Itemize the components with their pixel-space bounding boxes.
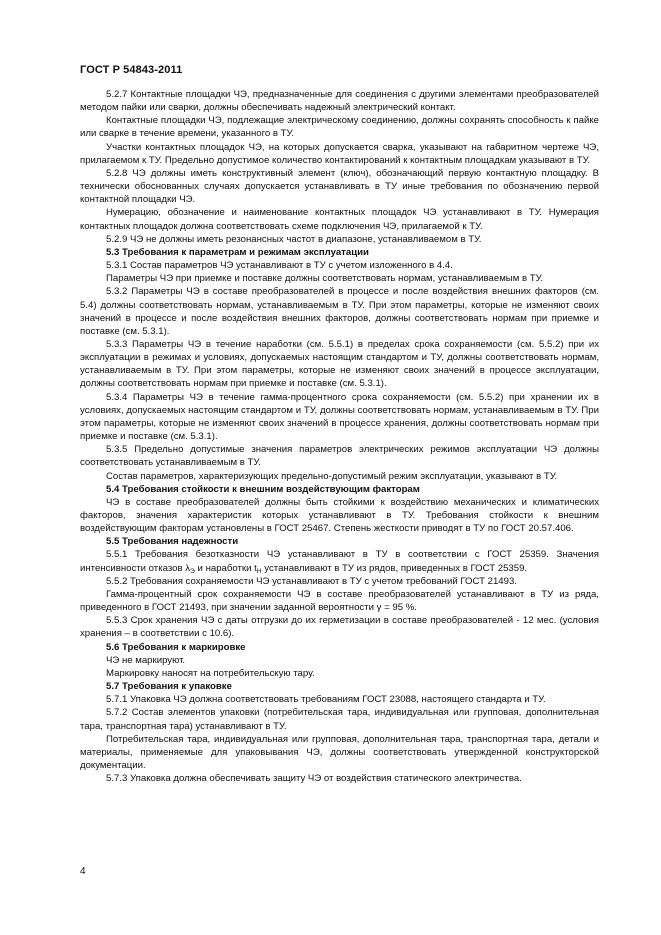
- paragraph: ЧЭ в составе преобразователей должны быть стойкими к воздействию механических и климатических факторов, значения характеристик которых устанавливают в ТУ. Требования стойкости к внешним воздействующим факторам установлены в ГОСТ 25467. Степень жесткости приводят в ТУ по ГОСТ 20.57.406.: [80, 496, 599, 535]
- paragraph: Параметры ЧЭ при приемке и поставке должны соответствовать нормам, устанавливаемым в ТУ.: [106, 273, 544, 285]
- paragraph: 5.3.3 Параметры ЧЭ в течение наработки (см. 5.5.1) в пределах срока сохраняемости (см. 5.5.2) при их эксплуатации в режимах и условиях, допускаемых настоящим стандартом и ТУ, должны соответствовать нормам, устанавливаемым в ТУ. При этом параметры, которые не изменяют своих значений в процессе эксплуатации, должны соответствовать нормам при приемке и поставке (см. 5.3.1).: [80, 338, 599, 390]
- paragraph: 5.7.2 Состав элементов упаковки (потребительская тара, индивидуальная или групповая, дополнительная тара, транспортная тара) устанавливают в ТУ.: [80, 707, 599, 732]
- paragraph: Гамма-процентный срок сохраняемости ЧЭ в составе преобразователей устанавливают в ТУ из ряда, приведенного в ГОСТ 21493, при значении заданной вероятности γ = 95 %.: [80, 588, 599, 614]
- paragraph: 5.3.2 Параметры ЧЭ в составе преобразователей в процессе и после воздействия внешних факторов (см. 5.4) должны соответствовать нормам, устанавливаемым в ТУ. При этом параметры, которые не изменяют своих значений в процессе и после воздействия внешних факторов, должны соответствовать нормам при приемке и поставке (см. 5.3.1).: [80, 286, 599, 337]
- subscript: Э: [190, 567, 195, 575]
- paragraph: Потребительская тара, индивидуальная или групповая, дополнительная тара, транспортная тара, детали и материалы, применяемые для упаковывания ЧЭ, должны соответствовать утвержденной конструкторской документации.: [80, 733, 599, 771]
- paragraph: ЧЭ не маркируют.: [106, 654, 186, 666]
- document-body: [80, 88, 599, 785]
- text-run: устанавливают в ТУ из рядов, приведенных в ГОСТ 25359.: [261, 562, 528, 574]
- section-heading: 5.7 Требования к упаковке: [106, 681, 232, 693]
- paragraph: Нумерацию, обозначение и наименование контактных площадок ЧЭ устанавливают в ТУ. Нумерация контактных площадок должна соответствовать схеме подключения ЧЭ, прилагаемой к ТУ.: [80, 207, 599, 232]
- section-heading: 5.5 Требования надежности: [106, 536, 239, 548]
- paragraph: 5.7.1 Упаковка ЧЭ должна соответствовать требованиям ГОСТ 23088, настоящего стандарта и ТУ.: [106, 694, 546, 706]
- text-run: 5.5.1 Требования безотказности ЧЭ устанавливают в ТУ в соответствии с ГОСТ 25359. Значения интенсивности отказов λ: [80, 549, 599, 574]
- text-run: и наработки t: [194, 562, 257, 574]
- paragraph: 5.3.4 Параметры ЧЭ в течение гамма-процентного срока сохраняемости (см. 5.5.2) при хранении их в условиях, допускаемых настоящим стандартом и ТУ, должны соответствовать нормам, устанавливаемым в ТУ. При этом параметры, которые не изменяют своих значений в процессе хранения, должны соответствовать нормам при приемке и поставке (см. 5.3.1).: [80, 391, 599, 443]
- paragraph: Контактные площадки ЧЭ, подлежащие электрическому соединению, должны сохранять способность к пайке или сварке в течение времени, указанного в ТУ.: [80, 115, 599, 140]
- paragraph: Участки контактных площадок ЧЭ, на которых допускается сварка, указывают на габаритном чертеже ЧЭ, прилагаемом к ТУ. Предельно допустимое количество контактирований к контактным площадкам указывают в ТУ.: [80, 141, 599, 166]
- paragraph: 5.2.9 ЧЭ не должны иметь резонансных частот в диапазоне, устанавливаемом в ТУ.: [106, 233, 482, 245]
- section-heading: 5.3 Требования к параметрам и режимам эксплуатации: [106, 246, 369, 258]
- paragraph: Маркировку наносят на потребительскую тару.: [106, 667, 315, 679]
- document-header: ГОСТ Р 54843-2011: [80, 64, 183, 76]
- paragraph: 5.2.7 Контактные площадки ЧЭ, предназначенные для соединения с другими элементами преобразователей методом пайки или сварки, должны обеспечивать надежный электрический контакт.: [80, 89, 599, 114]
- paragraph: Состав параметров, характеризующих предельно-допустимый режим эксплуатации, указывают в ТУ.: [106, 470, 558, 482]
- section-heading: 5.6 Требования к маркировке: [106, 641, 246, 653]
- paragraph: 5.2.8 ЧЭ должны иметь конструктивный элемент (ключ), обозначающий первую контактную площадку. В технически обоснованных случаях допускается устанавливать в ТУ иные требования по обозначению первой контактной площадки ЧЭ.: [80, 167, 599, 206]
- page-number: 4: [80, 866, 86, 877]
- paragraph: 5.5.3 Срок хранения ЧЭ с даты отгрузки до их герметизации в составе преобразователей - 12 мес. (условия хранения – в соответствии с 10.6).: [80, 615, 599, 640]
- section-heading: 5.4 Требования стойкости к внешним воздействующим факторам: [106, 483, 420, 495]
- paragraph: 5.3.5 Предельно допустимые значения параметров электрических режимов эксплуатации ЧЭ должны соответствовать устанавливаемым в ТУ.: [80, 444, 599, 469]
- paragraph: 5.3.1 Состав параметров ЧЭ устанавливают в ТУ с учетом изложенного в 4.4.: [106, 260, 453, 272]
- paragraph: 5.7.3 Упаковка должна обеспечивать защиту ЧЭ от воздействия статического электричества.: [106, 773, 522, 785]
- paragraph: [80, 548, 599, 574]
- paragraph: 5.5.2 Требования сохраняемости ЧЭ устанавливают в ТУ с учетом требований ГОСТ 21493.: [106, 575, 517, 587]
- subscript: H: [256, 567, 262, 575]
